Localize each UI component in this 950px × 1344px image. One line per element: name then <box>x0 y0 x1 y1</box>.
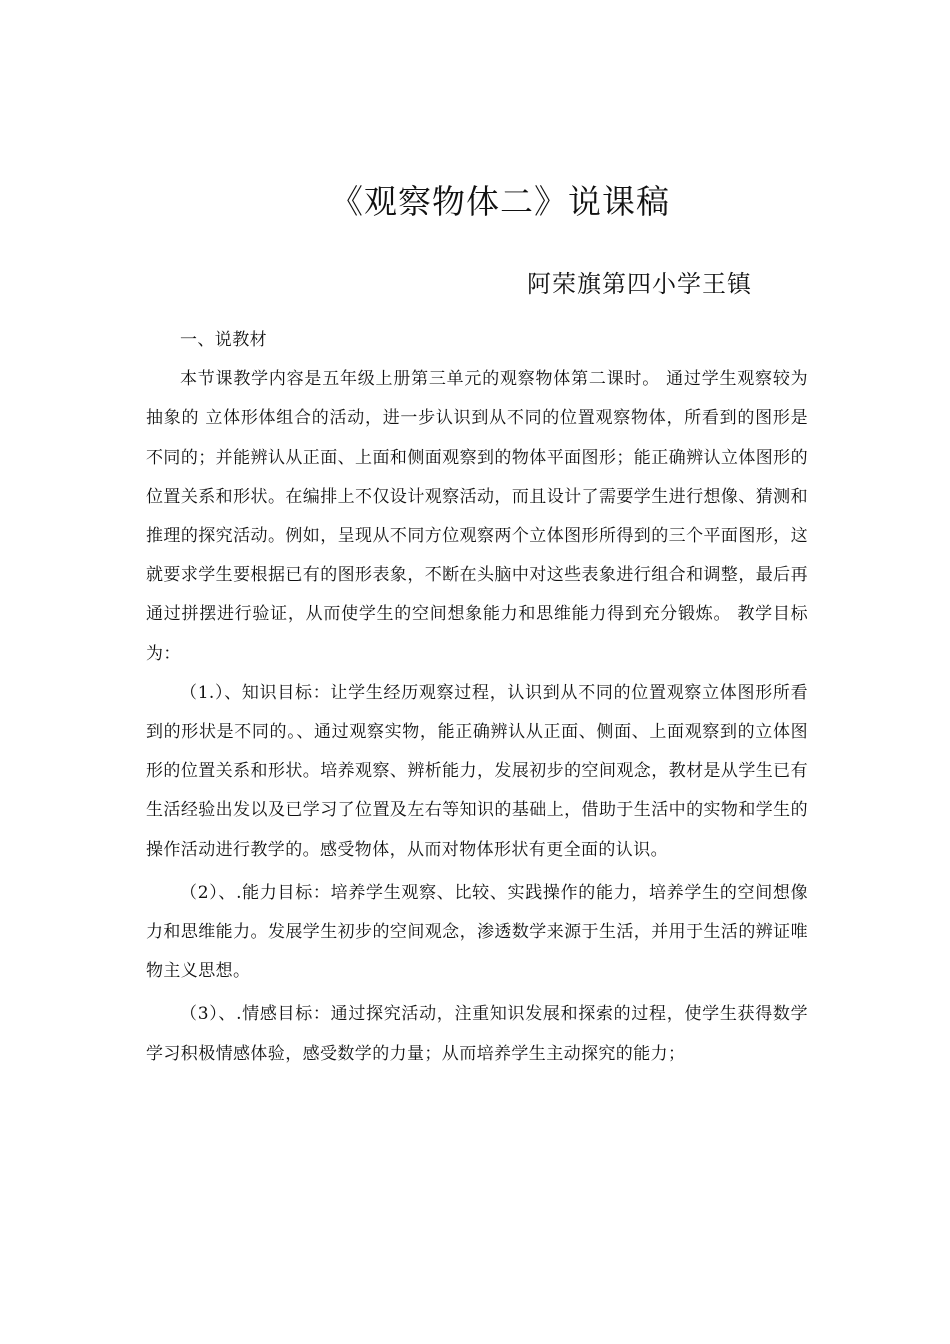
paragraph-emotion-goal: （3）、.情感目标：通过探究活动，注重知识发展和探索的过程，使学生获得数学学习积极情感体验，感受数学的力量；从而培养学生主动探究的能力； <box>146 1004 808 1064</box>
document-author: 阿荣旗第四小学王镇 <box>527 270 752 298</box>
paragraph-intro: 本节课教学内容是五年级上册第三单元的观察物体第二课时。 通过学生观察较为抽象的 立体形体组合的活动，进一步认识到从不同的位置观察物体，所看到的图形是不同的；并能辨认从正面、上面和侧面观察到的物体平面图形；能正确辨认立体图形的位置关系和形状。在编排上不仅设计观察活动，而且设计了需要学生进行想像、猜测和推理的探究活动。例如，呈现从不同方位观察两个立体图形所得到的三个平面图形，这就要求学生要根据已有的图形表象，不断在头脑中对这些表象进行组合和调整，最后再通过拼摆进行验证，从而使学生的空间想象能力和思维能力得到充分锻炼。 教学目标为： <box>146 369 808 664</box>
document-body <box>146 321 808 1074</box>
section-heading: 一、说教材 <box>180 330 267 350</box>
document-title: 《观察物体二》说课稿 <box>330 182 670 221</box>
paragraph-knowledge-goal: （1.）、知识目标：让学生经历观察过程，认识到从不同的位置观察立体图形所看到的形状是不同的。、通过观察实物，能正确辨认从正面、侧面、上面观察到的立体图形的位置关系和形状。培养观察、辨析能力，发展初步的空间观念，教材是从学生已有生活经验出发以及已学习了位置及左右等知识的基础上，借助于生活中的实物和学生的操作活动进行教学的。感受物体，从而对物体形状有更全面的认识。 <box>146 682 808 860</box>
paragraph-ability-goal: （2）、.能力目标：培养学生观察、比较、实践操作的能力，培养学生的空间想像力和思维能力。发展学生初步的空间观念，渗透数学来源于生活，并用于生活的辨证唯物主义思想。 <box>146 882 808 982</box>
